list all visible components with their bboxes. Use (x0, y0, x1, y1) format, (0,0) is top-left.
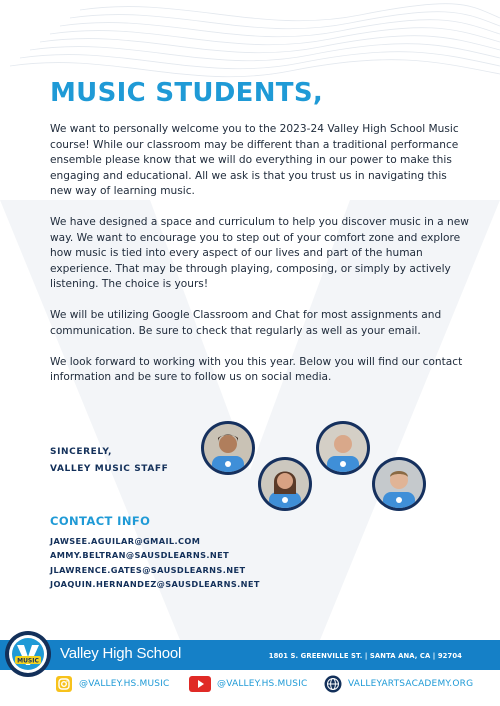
staff-photo (258, 457, 312, 511)
youtube-handle: @VALLEY.HS.MUSIC (217, 679, 308, 689)
school-name: Valley High School (60, 645, 182, 662)
letter-body (50, 122, 470, 401)
instagram-handle: @VALLEY.HS.MUSIC (79, 679, 170, 689)
staff-photo (372, 457, 426, 511)
instagram-icon (54, 675, 74, 693)
school-address: 1801 S. GREENVILLE ST. | SANTA ANA, CA | 92704 (268, 652, 462, 660)
youtube-link[interactable] (188, 673, 308, 695)
signoff-line: SINCERELY, (50, 447, 112, 457)
paragraph-closing: We look forward to working with you this year. Below you will find our contact information and be sure to follow us on social media. (50, 355, 463, 383)
youtube-icon (188, 675, 212, 693)
school-music-logo (4, 630, 52, 678)
paragraph-curriculum: We have designed a space and curriculum to help you discover music in a new way. We want to encourage you to step out of your comfort zone and explore how music is tied into every aspect of our lives and part of the human experience. That may be through playing, composing, or simply by actively listening. The choice is yours! (50, 216, 469, 290)
globe-icon (323, 675, 343, 693)
email-gates[interactable]: JLAWRENCE.GATES@SAUSDLEARNS.NET (50, 564, 246, 575)
staff-photo (201, 421, 255, 475)
contact-title: CONTACT INFO (50, 514, 151, 528)
instagram-link[interactable] (54, 673, 170, 695)
email-hernandez[interactable]: JOAQUIN.HERNANDEZ@SAUSDLEARNS.NET (50, 578, 260, 589)
website-link[interactable] (323, 673, 473, 695)
paragraph-welcome: We want to personally welcome you to the 2023-24 Valley High School Music course! While our classroom may be different than a traditional performance ensemble please know that we will do everything in our power to make this engaging and educational. All we ask is that you trust us in navigating this new way of learning music. (50, 123, 459, 197)
decorative-waves (0, 0, 500, 90)
svg-text:MUSIC: MUSIC (17, 657, 39, 665)
staff-photo (316, 421, 370, 475)
paragraph-google-classroom: We will be utilizing Google Classroom and Chat for most assignments and communication. Be sure to check that regularly as well as your email. (50, 309, 442, 337)
signoff-staff: VALLEY MUSIC STAFF (50, 464, 169, 474)
email-beltran[interactable]: AMMY.BELTRAN@SAUSDLEARNS.NET (50, 550, 230, 561)
website-url: VALLEYARTSACADEMY.ORG (348, 679, 474, 689)
email-aguilar[interactable]: JAWSEE.AGUILAR@GMAIL.COM (50, 536, 201, 546)
signoff (50, 444, 168, 478)
page-title: MUSIC STUDENTS, (50, 78, 324, 108)
email-list (50, 534, 260, 591)
